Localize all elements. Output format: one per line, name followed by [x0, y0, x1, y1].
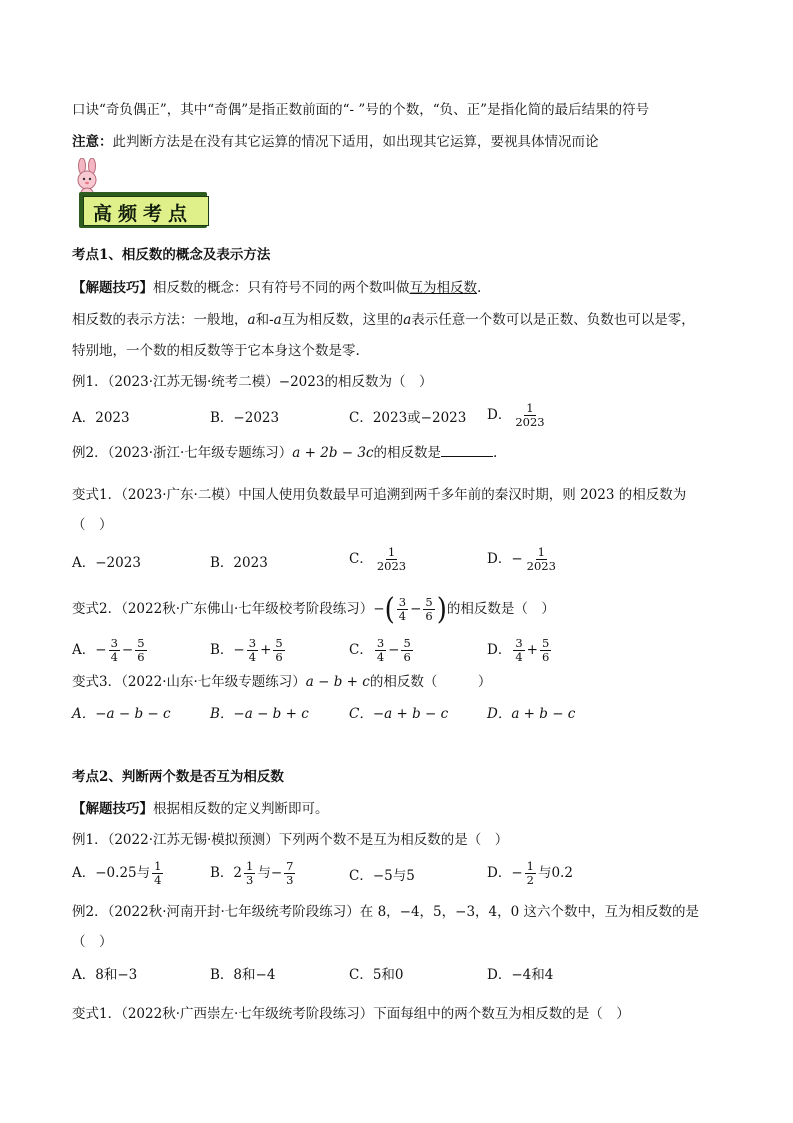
section2-title: 考点2、判断两个数是否互为相反数: [72, 769, 284, 785]
fraction: [525, 546, 558, 573]
s1-v2-stem: [72, 594, 753, 625]
s2-ex1-stem: 例1．（2022·江苏无锡·模拟预测）下列两个数不是互为相反数的是（ ）: [72, 832, 509, 848]
fraction: [135, 637, 146, 664]
denominator: 3: [246, 873, 254, 887]
option-d-label: D．−: [487, 551, 523, 567]
s1-v1-option-c: [349, 546, 410, 573]
numerator: 5: [541, 636, 550, 650]
ex2-prefix: 例2．（2023·浙江·七年级专题练习）: [72, 445, 293, 461]
repr-var-a: a: [247, 312, 256, 328]
ex2-end: .: [493, 445, 498, 461]
numerator: 5: [137, 636, 145, 650]
fraction: [375, 546, 408, 573]
tip-label: 【解题技巧】: [72, 280, 153, 296]
operator: +: [260, 642, 272, 658]
s2-ex1-option-d: [487, 860, 573, 887]
fraction: [540, 637, 551, 664]
s2-ex2-option-a: A．8和−3: [72, 967, 138, 983]
v3-prefix: 变式3．（2022·山东·七年级专题练习）: [72, 674, 306, 690]
s2-ex1-option-c: C．−5与5: [349, 868, 415, 884]
numerator: 1: [526, 401, 534, 415]
tip-period: .: [477, 280, 482, 296]
tip-text: 根据相反数的定义判断即可。: [153, 801, 329, 817]
option-d-tail: 与0.2: [537, 865, 573, 881]
numerator: 5: [275, 636, 283, 650]
operator: −: [121, 642, 134, 658]
fraction: [284, 860, 295, 887]
denominator: 4: [248, 650, 257, 664]
ex2-expression: a + 2b − 3c: [292, 445, 374, 461]
numerator: 1: [387, 545, 396, 559]
note-text: 此判断方法是在没有其它运算的情况下适用，如出现其它运算，要视具体情况而论: [112, 134, 599, 150]
denominator: 3: [286, 873, 294, 887]
denominator: 4: [398, 609, 407, 623]
v2-prefix: 变式2．（2022秋·广东佛山·七年级校考阶段练习）−: [72, 601, 385, 617]
fraction: [513, 402, 546, 429]
fraction: [152, 860, 163, 887]
fraction: [244, 860, 255, 887]
denominator: 6: [425, 609, 433, 623]
numerator: 1: [526, 859, 534, 873]
option-c-label: C．: [349, 642, 373, 658]
numerator: 1: [154, 859, 162, 873]
fraction: [423, 596, 434, 623]
option-b-label: B．2: [210, 865, 243, 881]
numerator: 5: [403, 636, 411, 650]
denominator: 2023: [515, 415, 545, 429]
fraction: [397, 596, 408, 623]
denominator: 4: [154, 873, 162, 887]
section1-tip: [72, 279, 753, 297]
v3-suffix: 的相反数（ ）: [369, 674, 492, 690]
section2-tip: [72, 800, 753, 818]
fraction: [109, 637, 120, 664]
numerator: 3: [515, 636, 523, 650]
option-a-label: A．−: [72, 642, 107, 658]
denominator: 6: [137, 650, 145, 664]
ex2-suffix: 的相反数是: [373, 445, 441, 461]
fraction: [375, 637, 386, 664]
s1-ex1-option-a: A．2023: [72, 410, 130, 426]
s2-ex2-option-c: C．5和0: [349, 967, 404, 983]
tip-text: 相反数的概念：只有符号不同的两个数叫做: [153, 280, 410, 296]
s1-v1-option-d: [487, 546, 560, 573]
s1-v1-option-a: A．−2023: [72, 555, 141, 571]
s2-ex1-option-b: [210, 860, 297, 887]
numerator: 1: [246, 859, 254, 873]
repr-var-a2: a: [403, 312, 412, 328]
s2-ex2-option-d: D．−4和4: [487, 967, 554, 983]
note-label: 注意：: [72, 134, 113, 150]
section1-representation: [72, 311, 753, 329]
s1-v3-option-d: D．a + b − c: [487, 706, 576, 722]
s1-v1-stem2: （ ）: [72, 517, 113, 533]
fraction: [401, 637, 412, 664]
repr-var-neg-a: -a: [269, 312, 282, 328]
option-d-label: D．: [487, 407, 512, 423]
fraction: [273, 637, 284, 664]
section1-special: 特别地，一个数的相反数等于它本身这个数是零.: [72, 343, 360, 359]
minus-sign: −: [410, 601, 422, 617]
operator: −: [388, 642, 400, 658]
option-d-label: D．: [487, 642, 512, 658]
numerator: 5: [425, 595, 433, 609]
s1-ex1-option-d: [487, 402, 549, 429]
s1-v1-stem: 变式1．（2023·广东·二模）中国人使用负数最早可追溯到两千多年前的秦汉时期，则 2023 的相反数为: [72, 487, 687, 503]
repr-text-c: 互为相反数，这里的: [281, 312, 404, 328]
repr-text-b: 和: [255, 312, 270, 328]
high-frequency-banner: [79, 188, 210, 230]
v3-expression: a − b + c: [305, 674, 370, 690]
numerator: 3: [248, 636, 257, 650]
option-d-label: D．−: [487, 865, 523, 881]
v2-suffix: 的相反数是（ ）: [446, 601, 555, 617]
s1-ex1-option-b: B．−2023: [210, 410, 280, 426]
fraction: [247, 637, 258, 664]
option-a-label: A．−0.25与: [72, 865, 151, 881]
denominator: 2023: [526, 559, 556, 573]
repr-text-a: 相反数的表示方法：一般地，: [72, 312, 248, 328]
s1-v2-option-c: [349, 637, 415, 664]
tip-underlined: 互为相反数: [409, 280, 477, 296]
s1-ex2-stem: [72, 444, 753, 462]
tip-label: 【解题技巧】: [72, 801, 153, 817]
denominator: 6: [275, 650, 283, 664]
banner-title: 高频考点: [93, 203, 194, 225]
section1-title: 考点1、相反数的概念及表示方法: [72, 247, 271, 263]
intro-mnemonic-line: 口诀“奇负偶正”，其中“奇偶”是指正数前面的“- ”号的个数，“负、正”是指化简的最后结果的符号: [72, 102, 650, 118]
numerator: 7: [286, 859, 294, 873]
intro-note-line: [72, 133, 753, 151]
s1-v1-option-b: B．2023: [210, 555, 268, 571]
option-c-label: C．: [349, 551, 373, 567]
s2-v1-stem: 变式1．（2022秋·广西崇左·七年级统考阶段练习）下面每组中的两个数互为相反数的是（ ）: [72, 1006, 630, 1022]
s1-v3-stem: [72, 673, 753, 691]
s1-ex1-option-c: C．2023或−2023: [349, 410, 467, 426]
denominator: 2: [526, 873, 534, 887]
right-paren: ): [436, 592, 447, 627]
operator: +: [526, 642, 538, 658]
s1-v3-option-a: A．−a − b − c: [72, 706, 171, 722]
denominator: 4: [515, 650, 523, 664]
left-paren: (: [384, 592, 395, 627]
numerator: 3: [376, 636, 385, 650]
numerator: 3: [110, 636, 118, 650]
numerator: 1: [537, 545, 545, 559]
s2-ex2-option-b: B．8和−4: [210, 967, 276, 983]
denominator: 4: [376, 650, 385, 664]
repr-text-d: 表示任意一个数可以是正数、负数也可以是零，: [411, 312, 695, 328]
s2-ex1-option-a: [72, 860, 165, 887]
fraction: [513, 637, 524, 664]
s1-ex1-stem: 例1．（2023·江苏无锡·统考二模）−2023的相反数为（ ）: [72, 374, 433, 390]
option-b-mid: 与−: [257, 865, 283, 881]
s1-v3-option-b: B．−a − b + c: [210, 706, 309, 722]
denominator: 2023: [376, 559, 407, 573]
s1-v2-option-b: [210, 637, 287, 664]
s2-ex2-stem2: （ ）: [72, 934, 113, 950]
s1-v2-option-a: [72, 637, 149, 664]
s1-v2-option-d: [487, 637, 553, 664]
numerator: 3: [398, 595, 407, 609]
option-b-label: B．−: [210, 642, 245, 658]
denominator: 6: [403, 650, 411, 664]
answer-blank[interactable]: [441, 444, 493, 457]
s1-v3-option-c: C．−a + b − c: [349, 706, 449, 722]
denominator: 6: [541, 650, 550, 664]
s2-ex2-stem: 例2．（2022秋·河南开封·七年级统考阶段练习）在 8，−4，5，−3，4，0 这六个数中，互为相反数的是: [72, 904, 700, 920]
denominator: 4: [110, 650, 118, 664]
fraction: [525, 860, 536, 887]
